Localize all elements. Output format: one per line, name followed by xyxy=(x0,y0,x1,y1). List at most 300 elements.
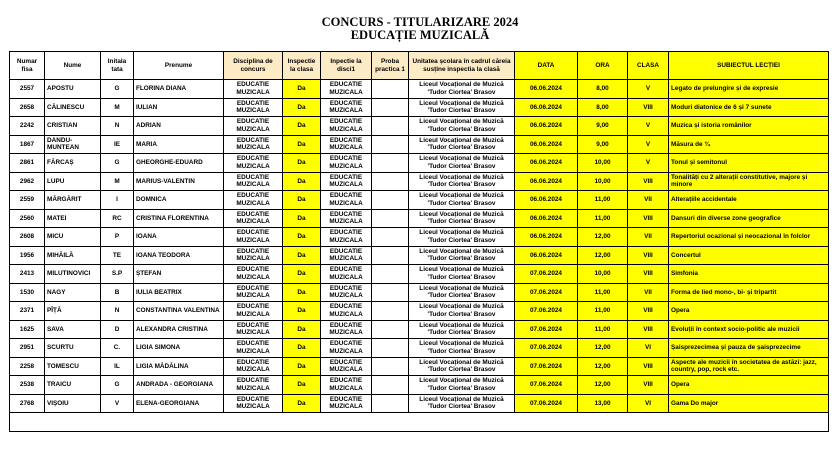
header-subiect: SUBIECTUL LECȚIEI xyxy=(669,52,829,80)
cell-clasa: VIII xyxy=(628,357,669,376)
cell-prenume: ȘTEFAN xyxy=(134,265,224,284)
cell-nume: SCURTU xyxy=(45,339,101,358)
cell-inspectie-clasa: Da xyxy=(283,339,321,358)
cell-unitatea xyxy=(409,172,515,191)
cell-prenume: GHEORGHE-EDUARD xyxy=(134,154,224,173)
cell-disciplina: EDUCATIE MUZICALA xyxy=(224,376,283,395)
cell-unitatea xyxy=(409,191,515,210)
unitatea-line-2: 'Tudor Ciortea' Brasov xyxy=(427,107,496,115)
cell-initiala: M xyxy=(101,98,134,117)
unitatea-line-2: 'Tudor Ciortea' Brasov xyxy=(427,218,496,226)
cell-numar: 1956 xyxy=(10,246,45,265)
cell-clasa: VII xyxy=(628,283,669,302)
cell-initiala: G xyxy=(101,154,134,173)
unitatea-line-1: Liceul Vocațional de Muzică xyxy=(419,340,504,348)
cell-disciplina: EDUCATIE MUZICALA xyxy=(224,98,283,117)
schedule-table xyxy=(9,51,829,432)
cell-initiala: G xyxy=(101,376,134,395)
cell-inspectie-clasa: Da xyxy=(283,302,321,321)
cell-clasa: VIII xyxy=(628,209,669,228)
cell-disciplina: EDUCATIE MUZICALA xyxy=(224,228,283,247)
cell-clasa: V xyxy=(628,135,669,154)
cell-initiala: RC xyxy=(101,209,134,228)
unitatea-line-2: 'Tudor Ciortea' Brasov xyxy=(427,403,496,411)
cell-inspectie-clasa: Da xyxy=(283,394,321,413)
table-row xyxy=(10,320,829,339)
cell-subiect: Opera xyxy=(669,376,829,395)
unitatea-line-2: 'Tudor Ciortea' Brasov xyxy=(427,347,496,355)
cell-nume: CĂLINESCU xyxy=(45,98,101,117)
cell-data: 06.06.2024 xyxy=(515,246,578,265)
cell-initiala: I xyxy=(101,191,134,210)
cell-numar: 2768 xyxy=(10,394,45,413)
cell-ora: 10,00 xyxy=(578,265,628,284)
table-row xyxy=(10,339,829,358)
cell-proba xyxy=(372,191,409,210)
cell-data: 06.06.2024 xyxy=(515,135,578,154)
cell-initiala: IE xyxy=(101,135,134,154)
cell-proba xyxy=(372,339,409,358)
unitatea-line-1: Liceul Vocațional de Muzică xyxy=(419,99,504,107)
table-row xyxy=(10,209,829,228)
cell-clasa: VIII xyxy=(628,98,669,117)
cell-subiect: Repertoriul ocazional și neocazional în folclor xyxy=(669,228,829,247)
unitatea-line-1: Liceul Vocațional de Muzică xyxy=(419,303,504,311)
cell-proba xyxy=(372,154,409,173)
cell-data: 07.06.2024 xyxy=(515,302,578,321)
cell-inspectie-disciplina: EDUCATIE MUZICALA xyxy=(321,302,372,321)
cell-initiala: S.P xyxy=(101,265,134,284)
cell-prenume: CRISTINA FLORENTINA xyxy=(134,209,224,228)
unitatea-line-2: 'Tudor Ciortea' Brasov xyxy=(427,88,496,96)
cell-nume: SAVA xyxy=(45,320,101,339)
cell-inspectie-clasa: Da xyxy=(283,265,321,284)
table-row xyxy=(10,117,829,136)
cell-data: 07.06.2024 xyxy=(515,320,578,339)
header-inspectie-clasa: Inspectie la clasa xyxy=(283,52,321,80)
table-row xyxy=(10,376,829,395)
cell-inspectie-disciplina: EDUCATIE MUZICALA xyxy=(321,376,372,395)
cell-ora: 12,00 xyxy=(578,339,628,358)
cell-unitatea xyxy=(409,209,515,228)
table-row xyxy=(10,98,829,117)
unitatea-line-2: 'Tudor Ciortea' Brasov xyxy=(427,255,496,263)
cell-prenume: ANDRADA - GEORGIANA xyxy=(134,376,224,395)
unitatea-line-1: Liceul Vocațional de Muzică xyxy=(419,136,504,144)
header-unitatea: Unitatea școlara în cadrul căreia susține inspectia la clasă xyxy=(409,52,515,80)
cell-numar: 2560 xyxy=(10,209,45,228)
cell-initiala: IL xyxy=(101,357,134,376)
unitatea-line-1: Liceul Vocațional de Muzică xyxy=(419,229,504,237)
cell-disciplina: EDUCATIE MUZICALA xyxy=(224,172,283,191)
cell-inspectie-clasa: Da xyxy=(283,209,321,228)
cell-inspectie-disciplina: EDUCATIE MUZICALA xyxy=(321,209,372,228)
cell-data: 07.06.2024 xyxy=(515,394,578,413)
cell-ora: 11,00 xyxy=(578,302,628,321)
unitatea-line-2: 'Tudor Ciortea' Brasov xyxy=(427,292,496,300)
cell-inspectie-clasa: Da xyxy=(283,172,321,191)
cell-prenume: MARIUS-VALENTIN xyxy=(134,172,224,191)
cell-nume: TRAICU xyxy=(45,376,101,395)
cell-initiala: G xyxy=(101,80,134,99)
cell-prenume: IULIA BEATRIX xyxy=(134,283,224,302)
cell-subiect: Evoluții în context socio-politic ale muzicii xyxy=(669,320,829,339)
cell-unitatea xyxy=(409,265,515,284)
cell-disciplina: EDUCATIE MUZICALA xyxy=(224,394,283,413)
cell-ora: 8,00 xyxy=(578,80,628,99)
cell-proba xyxy=(372,228,409,247)
cell-disciplina: EDUCATIE MUZICALA xyxy=(224,154,283,173)
unitatea-line-2: 'Tudor Ciortea' Brasov xyxy=(427,162,496,170)
cell-inspectie-clasa: Da xyxy=(283,320,321,339)
cell-data: 07.06.2024 xyxy=(515,339,578,358)
unitatea-line-2: 'Tudor Ciortea' Brasov xyxy=(427,125,496,133)
cell-proba xyxy=(372,172,409,191)
cell-inspectie-disciplina: EDUCATIE MUZICALA xyxy=(321,320,372,339)
unitatea-line-2: 'Tudor Ciortea' Brasov xyxy=(427,199,496,207)
cell-unitatea xyxy=(409,394,515,413)
cell-numar: 2242 xyxy=(10,117,45,136)
cell-numar: 2861 xyxy=(10,154,45,173)
cell-subiect: Măsura de ¾ xyxy=(669,135,829,154)
title-line-1: CONCURS - TITULARIZARE 2024 xyxy=(321,15,519,29)
cell-disciplina: EDUCATIE MUZICALA xyxy=(224,302,283,321)
header-data: DATA xyxy=(515,52,578,80)
cell-numar: 2258 xyxy=(10,357,45,376)
header-numar: Numar fisa xyxy=(10,52,45,80)
unitatea-line-2: 'Tudor Ciortea' Brasov xyxy=(427,236,496,244)
cell-proba xyxy=(372,283,409,302)
cell-proba xyxy=(372,265,409,284)
cell-subiect: Dansuri din diverse zone geografice xyxy=(669,209,829,228)
cell-unitatea xyxy=(409,302,515,321)
document-title xyxy=(0,16,840,42)
cell-ora: 12,00 xyxy=(578,228,628,247)
cell-inspectie-disciplina: EDUCATIE MUZICALA xyxy=(321,117,372,136)
cell-subiect: Simfonia xyxy=(669,265,829,284)
cell-disciplina: EDUCATIE MUZICALA xyxy=(224,320,283,339)
cell-initiala: P xyxy=(101,228,134,247)
cell-proba xyxy=(372,394,409,413)
unitatea-line-1: Liceul Vocațional de Muzică xyxy=(419,266,504,274)
cell-initiala: C. xyxy=(101,339,134,358)
cell-proba xyxy=(372,135,409,154)
cell-initiala: N xyxy=(101,117,134,136)
cell-numar: 2413 xyxy=(10,265,45,284)
cell-subiect: Tonul și semitonul xyxy=(669,154,829,173)
unitatea-line-2: 'Tudor Ciortea' Brasov xyxy=(427,366,496,374)
cell-subiect: Tonalități cu 2 alterații constitutive, majore și minore xyxy=(669,172,829,191)
cell-prenume: MARIA xyxy=(134,135,224,154)
cell-data: 06.06.2024 xyxy=(515,80,578,99)
cell-inspectie-clasa: Da xyxy=(283,228,321,247)
cell-numar: 2538 xyxy=(10,376,45,395)
cell-nume: FĂRCAȘ xyxy=(45,154,101,173)
cell-inspectie-disciplina: EDUCATIE MUZICALA xyxy=(321,394,372,413)
unitatea-line-2: 'Tudor Ciortea' Brasov xyxy=(427,310,496,318)
cell-inspectie-clasa: Da xyxy=(283,191,321,210)
unitatea-line-1: Liceul Vocațional de Muzică xyxy=(419,377,504,385)
cell-subiect: Opera xyxy=(669,302,829,321)
cell-subiect: Șaisprezecimea și pauza de șaisprezecime xyxy=(669,339,829,358)
cell-disciplina: EDUCATIE MUZICALA xyxy=(224,117,283,136)
cell-clasa: VII xyxy=(628,228,669,247)
cell-numar: 2658 xyxy=(10,98,45,117)
cell-unitatea xyxy=(409,246,515,265)
cell-unitatea xyxy=(409,357,515,376)
cell-unitatea xyxy=(409,135,515,154)
cell-disciplina: EDUCATIE MUZICALA xyxy=(224,265,283,284)
cell-data: 06.06.2024 xyxy=(515,191,578,210)
cell-disciplina: EDUCATIE MUZICALA xyxy=(224,339,283,358)
cell-unitatea xyxy=(409,320,515,339)
cell-initiala: B xyxy=(101,283,134,302)
cell-proba xyxy=(372,209,409,228)
cell-data: 06.06.2024 xyxy=(515,209,578,228)
unitatea-line-1: Liceul Vocațional de Muzică xyxy=(419,173,504,181)
cell-ora: 11,00 xyxy=(578,283,628,302)
cell-data: 07.06.2024 xyxy=(515,357,578,376)
table-row xyxy=(10,357,829,376)
cell-prenume: IULIAN xyxy=(134,98,224,117)
unitatea-line-1: Liceul Vocațional de Muzică xyxy=(419,192,504,200)
header-nume: Nume xyxy=(45,52,101,80)
cell-nume: PÎȚĂ xyxy=(45,302,101,321)
cell-inspectie-clasa: Da xyxy=(283,98,321,117)
table-row xyxy=(10,172,829,191)
cell-unitatea xyxy=(409,154,515,173)
unitatea-line-2: 'Tudor Ciortea' Brasov xyxy=(427,181,496,189)
cell-clasa: VIII xyxy=(628,246,669,265)
table-row xyxy=(10,265,829,284)
table-row xyxy=(10,246,829,265)
table-row xyxy=(10,394,829,413)
unitatea-line-1: Liceul Vocațional de Muzică xyxy=(419,247,504,255)
cell-numar: 2608 xyxy=(10,228,45,247)
cell-clasa: VI xyxy=(628,339,669,358)
cell-clasa: V xyxy=(628,117,669,136)
cell-nume: TOMESCU xyxy=(45,357,101,376)
cell-inspectie-disciplina: EDUCATIE MUZICALA xyxy=(321,246,372,265)
cell-prenume: LIGIA MĂDĂLINA xyxy=(134,357,224,376)
title-line-2: EDUCAȚIE MUZICALĂ xyxy=(350,28,490,42)
cell-prenume: ADRIAN xyxy=(134,117,224,136)
unitatea-line-1: Liceul Vocațional de Muzică xyxy=(419,81,504,89)
cell-prenume: IOANA xyxy=(134,228,224,247)
cell-subiect: Alterațiile accidentale xyxy=(669,191,829,210)
cell-inspectie-clasa: Da xyxy=(283,376,321,395)
cell-unitatea xyxy=(409,376,515,395)
cell-ora: 12,00 xyxy=(578,246,628,265)
cell-nume: LUPU xyxy=(45,172,101,191)
cell-disciplina: EDUCATIE MUZICALA xyxy=(224,283,283,302)
cell-nume: NAGY xyxy=(45,283,101,302)
cell-inspectie-clasa: Da xyxy=(283,80,321,99)
unitatea-line-1: Liceul Vocațional de Muzică xyxy=(419,155,504,163)
header-clasa: CLASA xyxy=(628,52,669,80)
cell-inspectie-disciplina: EDUCATIE MUZICALA xyxy=(321,172,372,191)
table-row xyxy=(10,135,829,154)
cell-clasa: VIII xyxy=(628,172,669,191)
cell-ora: 10,00 xyxy=(578,172,628,191)
cell-data: 06.06.2024 xyxy=(515,172,578,191)
cell-clasa: VIII xyxy=(628,320,669,339)
cell-subiect: Forma de lied mono-, bi- și tripartit xyxy=(669,283,829,302)
cell-numar: 1867 xyxy=(10,135,45,154)
cell-prenume: ALEXANDRA CRISTINA xyxy=(134,320,224,339)
cell-clasa: V xyxy=(628,80,669,99)
cell-prenume: CONSTANTINA VALENTINA xyxy=(134,302,224,321)
header-prenume: Prenume xyxy=(134,52,224,80)
cell-inspectie-clasa: Da xyxy=(283,154,321,173)
cell-nume: CRISTIAN xyxy=(45,117,101,136)
cell-proba xyxy=(372,98,409,117)
cell-proba xyxy=(372,80,409,99)
cell-nume: MILUTINOVICI xyxy=(45,265,101,284)
unitatea-line-1: Liceul Vocațional de Muzică xyxy=(419,210,504,218)
unitatea-line-2: 'Tudor Ciortea' Brasov xyxy=(427,273,496,281)
cell-inspectie-disciplina: EDUCATIE MUZICALA xyxy=(321,80,372,99)
header-row xyxy=(10,52,829,80)
cell-inspectie-disciplina: EDUCATIE MUZICALA xyxy=(321,357,372,376)
table-row xyxy=(10,302,829,321)
cell-unitatea xyxy=(409,283,515,302)
cell-subiect: Aspecte ale muzicii în societatea de astăzi: jazz, country, pop, rock etc. xyxy=(669,357,829,376)
cell-inspectie-disciplina: EDUCATIE MUZICALA xyxy=(321,154,372,173)
unitatea-line-2: 'Tudor Ciortea' Brasov xyxy=(427,144,496,152)
header-ora: ORA xyxy=(578,52,628,80)
cell-inspectie-disciplina: EDUCATIE MUZICALA xyxy=(321,265,372,284)
unitatea-line-1: Liceul Vocațional de Muzică xyxy=(419,358,504,366)
unitatea-line-1: Liceul Vocațional de Muzică xyxy=(419,321,504,329)
cell-data: 06.06.2024 xyxy=(515,117,578,136)
cell-inspectie-disciplina: EDUCATIE MUZICALA xyxy=(321,228,372,247)
cell-nume: MATEI xyxy=(45,209,101,228)
cell-nume: MICU xyxy=(45,228,101,247)
cell-numar: 1625 xyxy=(10,320,45,339)
cell-disciplina: EDUCATIE MUZICALA xyxy=(224,357,283,376)
cell-unitatea xyxy=(409,339,515,358)
cell-prenume: LIGIA SIMONA xyxy=(134,339,224,358)
cell-unitatea xyxy=(409,228,515,247)
cell-unitatea xyxy=(409,98,515,117)
cell-subiect: Concertul xyxy=(669,246,829,265)
cell-initiala: N xyxy=(101,302,134,321)
cell-data: 06.06.2024 xyxy=(515,154,578,173)
cell-clasa: VIII xyxy=(628,302,669,321)
unitatea-line-1: Liceul Vocațional de Muzică xyxy=(419,118,504,126)
cell-clasa: VIII xyxy=(628,376,669,395)
cell-inspectie-disciplina: EDUCATIE MUZICALA xyxy=(321,339,372,358)
cell-ora: 9,00 xyxy=(578,117,628,136)
cell-inspectie-clasa: Da xyxy=(283,357,321,376)
cell-clasa: V xyxy=(628,154,669,173)
cell-numar: 2557 xyxy=(10,80,45,99)
table-row xyxy=(10,154,829,173)
cell-ora: 12,00 xyxy=(578,357,628,376)
cell-numar: 2371 xyxy=(10,302,45,321)
cell-initiala: TE xyxy=(101,246,134,265)
cell-subiect: Moduri diatonice de 6 și 7 sunete xyxy=(669,98,829,117)
cell-inspectie-disciplina: EDUCATIE MUZICALA xyxy=(321,98,372,117)
cell-disciplina: EDUCATIE MUZICALA xyxy=(224,209,283,228)
cell-proba xyxy=(372,246,409,265)
cell-numar: 2962 xyxy=(10,172,45,191)
cell-nume: DANDU-MUNTEAN xyxy=(45,135,101,154)
unitatea-line-2: 'Tudor Ciortea' Brasov xyxy=(427,329,496,337)
cell-proba xyxy=(372,117,409,136)
cell-ora: 8,00 xyxy=(578,98,628,117)
cell-unitatea xyxy=(409,117,515,136)
cell-nume: VIȘOIU xyxy=(45,394,101,413)
cell-prenume: FLORINA DIANA xyxy=(134,80,224,99)
cell-ora: 11,00 xyxy=(578,191,628,210)
cell-ora: 11,00 xyxy=(578,320,628,339)
cell-numar: 2559 xyxy=(10,191,45,210)
cell-subiect: Gama Do major xyxy=(669,394,829,413)
cell-ora: 12,00 xyxy=(578,376,628,395)
header-initiala: Initala tata xyxy=(101,52,134,80)
cell-data: 06.06.2024 xyxy=(515,98,578,117)
blank-cell xyxy=(10,413,829,432)
cell-unitatea xyxy=(409,80,515,99)
cell-initiala: V xyxy=(101,394,134,413)
cell-disciplina: EDUCATIE MUZICALA xyxy=(224,135,283,154)
cell-disciplina: EDUCATIE MUZICALA xyxy=(224,191,283,210)
table-row xyxy=(10,80,829,99)
cell-proba xyxy=(372,320,409,339)
header-proba: Proba practica 1 xyxy=(372,52,409,80)
header-disciplina: Disciplina de concurs xyxy=(224,52,283,80)
cell-disciplina: EDUCATIE MUZICALA xyxy=(224,246,283,265)
cell-data: 07.06.2024 xyxy=(515,376,578,395)
cell-inspectie-clasa: Da xyxy=(283,135,321,154)
cell-disciplina: EDUCATIE MUZICALA xyxy=(224,80,283,99)
cell-numar: 1530 xyxy=(10,283,45,302)
cell-ora: 10,00 xyxy=(578,154,628,173)
cell-subiect: Legato de prelungire și de expresie xyxy=(669,80,829,99)
header-inspectie-disciplina: Inpectie la disci1 xyxy=(321,52,372,80)
cell-inspectie-clasa: Da xyxy=(283,283,321,302)
cell-inspectie-disciplina: EDUCATIE MUZICALA xyxy=(321,191,372,210)
cell-prenume: IOANA TEODORA xyxy=(134,246,224,265)
cell-prenume: ELENA-GEORGIANA xyxy=(134,394,224,413)
cell-clasa: VIII xyxy=(628,265,669,284)
cell-initiala: D xyxy=(101,320,134,339)
cell-inspectie-clasa: Da xyxy=(283,117,321,136)
cell-clasa: VII xyxy=(628,191,669,210)
cell-numar: 2951 xyxy=(10,339,45,358)
cell-data: 07.06.2024 xyxy=(515,265,578,284)
cell-proba xyxy=(372,357,409,376)
unitatea-line-1: Liceul Vocațional de Muzică xyxy=(419,284,504,292)
unitatea-line-1: Liceul Vocațional de Muzică xyxy=(419,395,504,403)
cell-clasa: VI xyxy=(628,394,669,413)
cell-data: 07.06.2024 xyxy=(515,283,578,302)
cell-ora: 11,00 xyxy=(578,209,628,228)
unitatea-line-2: 'Tudor Ciortea' Brasov xyxy=(427,384,496,392)
cell-proba xyxy=(372,302,409,321)
cell-initiala: M xyxy=(101,172,134,191)
cell-inspectie-disciplina: EDUCATIE MUZICALA xyxy=(321,135,372,154)
cell-ora: 13,00 xyxy=(578,394,628,413)
cell-inspectie-clasa: Da xyxy=(283,246,321,265)
cell-inspectie-disciplina: EDUCATIE MUZICALA xyxy=(321,283,372,302)
cell-ora: 9,00 xyxy=(578,135,628,154)
cell-proba xyxy=(372,376,409,395)
table-row xyxy=(10,191,829,210)
cell-subiect: Muzica și istoria românilor xyxy=(669,117,829,136)
